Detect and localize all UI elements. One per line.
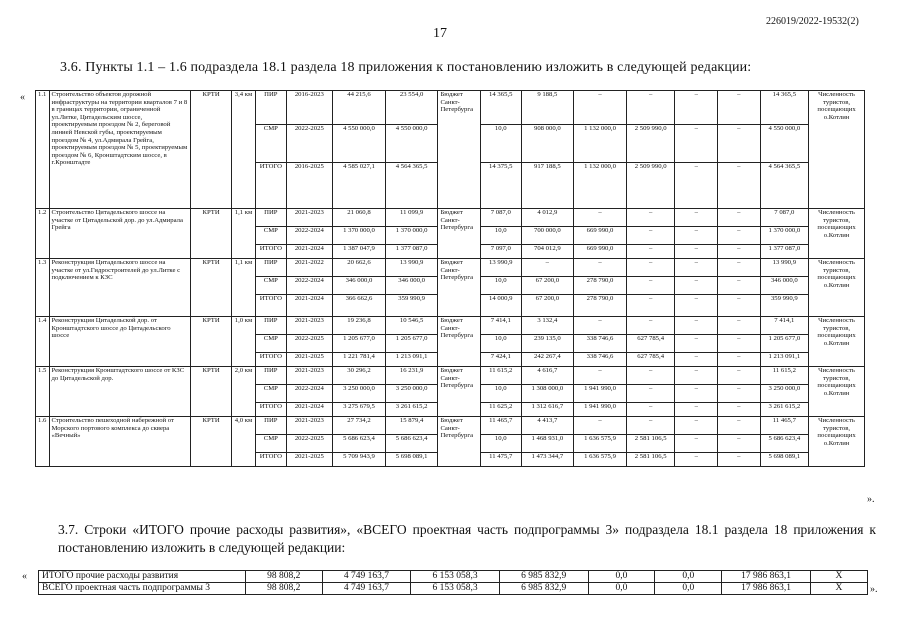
y2026-cell: – xyxy=(675,259,718,277)
finance-source: Бюджет Санкт-Петербурга xyxy=(438,367,481,417)
totals-value: 0,0 xyxy=(655,571,722,583)
remaining-cost-cell: 13 990,9 xyxy=(385,259,438,277)
remaining-cost-cell: 3 250 000,0 xyxy=(385,385,438,403)
y2023-cell: 9 188,5 xyxy=(521,91,574,125)
project-number: 1.6 xyxy=(36,417,50,467)
y2025-cell: 2 509 990,0 xyxy=(626,125,675,163)
y2023-cell: 239 135,0 xyxy=(521,335,574,353)
period-cell: 2021-2023 xyxy=(286,209,333,227)
sum-cell: 346 000,0 xyxy=(760,277,809,295)
project-length: 1,1 км xyxy=(231,259,255,317)
remaining-cost-cell: 1 377 087,0 xyxy=(385,245,438,259)
totals-value: X xyxy=(810,571,867,583)
total-cost-cell: 5 686 623,4 xyxy=(333,435,386,453)
stage-cell: ИТОГО xyxy=(256,245,286,259)
y2027-cell: – xyxy=(718,91,761,125)
finance-source: Бюджет Санкт-Петербурга xyxy=(438,259,481,317)
y2023-cell: 3 132,4 xyxy=(521,317,574,335)
sum-cell: 3 250 000,0 xyxy=(760,385,809,403)
stage-cell: СМР xyxy=(256,385,286,403)
period-cell: 2021-2025 xyxy=(286,453,333,467)
y2022-cell: 7 424,1 xyxy=(481,353,522,367)
y2022-cell: 11 465,7 xyxy=(481,417,522,435)
y2022-cell: 7 097,0 xyxy=(481,245,522,259)
result-indicator: Численность туристов, посещающих о.Котлин xyxy=(809,91,865,209)
total-cost-cell: 4 550 000,0 xyxy=(333,125,386,163)
y2025-cell: – xyxy=(626,245,675,259)
sum-cell: 13 990,9 xyxy=(760,259,809,277)
project-name: Реконструкция Цитадельского шоссе на участке от ул.Гидростроителей до ул.Литке с подключением к КЗС xyxy=(49,259,191,317)
project-row xyxy=(36,259,865,277)
y2023-cell: 67 200,0 xyxy=(521,295,574,317)
y2022-cell: 10,0 xyxy=(481,385,522,403)
project-length: 2,0 км xyxy=(231,367,255,417)
total-cost-cell: 3 250 000,0 xyxy=(333,385,386,403)
y2022-cell: 14 375,5 xyxy=(481,163,522,209)
finance-source: Бюджет Санкт-Петербурга xyxy=(438,91,481,209)
y2027-cell: – xyxy=(718,403,761,417)
finance-source: Бюджет Санкт-Петербурга xyxy=(438,417,481,467)
period-cell: 2021-2024 xyxy=(286,403,333,417)
total-cost-cell: 44 215,6 xyxy=(333,91,386,125)
responsible-org: КРТИ xyxy=(191,367,232,417)
result-indicator: Численность туристов, посещающих о.Котлин xyxy=(809,209,865,259)
totals-value: 17 986 863,1 xyxy=(722,571,811,583)
open-quote-2: « xyxy=(22,571,27,582)
period-cell: 2021-2023 xyxy=(286,417,333,435)
period-cell: 2021-2024 xyxy=(286,245,333,259)
y2022-cell: 7 087,0 xyxy=(481,209,522,227)
y2023-cell: 704 012,9 xyxy=(521,245,574,259)
responsible-org: КРТИ xyxy=(191,317,232,367)
y2027-cell: – xyxy=(718,259,761,277)
total-cost-cell: 366 662,6 xyxy=(333,295,386,317)
y2022-cell: 11 475,7 xyxy=(481,453,522,467)
remaining-cost-cell: 4 550 000,0 xyxy=(385,125,438,163)
y2027-cell: – xyxy=(718,435,761,453)
remaining-cost-cell: 1 370 000,0 xyxy=(385,227,438,245)
stage-cell: СМР xyxy=(256,277,286,295)
stage-cell: ИТОГО xyxy=(256,295,286,317)
y2024-cell: – xyxy=(574,417,627,435)
y2026-cell: – xyxy=(675,295,718,317)
total-cost-cell: 21 060,8 xyxy=(333,209,386,227)
period-cell: 2021-2023 xyxy=(286,367,333,385)
y2024-cell: 1 132 000,0 xyxy=(574,163,627,209)
stage-cell: ПИР xyxy=(256,317,286,335)
y2022-cell: 10,0 xyxy=(481,277,522,295)
period-cell: 2021-2024 xyxy=(286,295,333,317)
totals-value: 6 985 832,9 xyxy=(499,583,588,595)
remaining-cost-cell: 15 879,4 xyxy=(385,417,438,435)
y2024-cell: – xyxy=(574,209,627,227)
y2023-cell: 242 267,4 xyxy=(521,353,574,367)
y2026-cell: – xyxy=(675,335,718,353)
total-cost-cell: 1 387 047,9 xyxy=(333,245,386,259)
y2026-cell: – xyxy=(675,353,718,367)
y2025-cell: 2 581 106,5 xyxy=(626,453,675,467)
y2022-cell: 10,0 xyxy=(481,227,522,245)
total-cost-cell: 20 662,6 xyxy=(333,259,386,277)
y2026-cell: – xyxy=(675,91,718,125)
y2027-cell: – xyxy=(718,295,761,317)
total-cost-cell: 5 709 943,9 xyxy=(333,453,386,467)
y2026-cell: – xyxy=(675,227,718,245)
totals-value: 17 986 863,1 xyxy=(722,583,811,595)
open-quote: « xyxy=(20,92,25,103)
stage-cell: ИТОГО xyxy=(256,403,286,417)
y2024-cell: 669 990,0 xyxy=(574,245,627,259)
y2023-cell: 4 413,7 xyxy=(521,417,574,435)
y2022-cell: 14 365,5 xyxy=(481,91,522,125)
period-cell: 2022-2024 xyxy=(286,227,333,245)
stage-cell: СМР xyxy=(256,335,286,353)
total-cost-cell: 30 296,2 xyxy=(333,367,386,385)
remaining-cost-cell: 359 990,9 xyxy=(385,295,438,317)
y2025-cell: – xyxy=(626,403,675,417)
y2027-cell: – xyxy=(718,227,761,245)
y2024-cell: 1 941 990,0 xyxy=(574,385,627,403)
y2025-cell: – xyxy=(626,91,675,125)
result-indicator: Численность туристов, посещающих о.Котлин xyxy=(809,259,865,317)
totals-label: ВСЕГО проектная часть подпрограммы 3 xyxy=(39,583,246,595)
sum-cell: 11 615,2 xyxy=(760,367,809,385)
sum-cell: 3 261 615,2 xyxy=(760,403,809,417)
y2025-cell: – xyxy=(626,367,675,385)
y2024-cell: – xyxy=(574,259,627,277)
project-name: Строительство Цитадельского шоссе на участке от Цитадельской дор. до ул.Адмирала Грейга xyxy=(49,209,191,259)
project-name: Реконструкция Кронштадтского шоссе от КЗС до Цитадельской дор. xyxy=(49,367,191,417)
stage-cell: ИТОГО xyxy=(256,163,286,209)
project-number: 1.3 xyxy=(36,259,50,317)
totals-value: 98 808,2 xyxy=(245,571,322,583)
y2025-cell: – xyxy=(626,385,675,403)
y2026-cell: – xyxy=(675,209,718,227)
y2027-cell: – xyxy=(718,277,761,295)
y2025-cell: – xyxy=(626,259,675,277)
total-cost-cell: 1 221 781,4 xyxy=(333,353,386,367)
close-quote: ». xyxy=(867,494,875,505)
remaining-cost-cell: 16 231,9 xyxy=(385,367,438,385)
project-name: Строительство пешеходной набережной от Морского портового комплекса до сквера «Вечный» xyxy=(49,417,191,467)
y2022-cell: 14 000,9 xyxy=(481,295,522,317)
stage-cell: СМР xyxy=(256,435,286,453)
stage-cell: СМР xyxy=(256,227,286,245)
y2023-cell: 4 616,7 xyxy=(521,367,574,385)
project-row xyxy=(36,417,865,435)
y2022-cell: 11 625,2 xyxy=(481,403,522,417)
y2023-cell: 1 468 931,0 xyxy=(521,435,574,453)
sum-cell: 7 087,0 xyxy=(760,209,809,227)
y2026-cell: – xyxy=(675,453,718,467)
totals-value: 4 749 163,7 xyxy=(322,583,411,595)
totals-value: 4 749 163,7 xyxy=(322,571,411,583)
y2026-cell: – xyxy=(675,435,718,453)
project-length: 1,1 км xyxy=(231,209,255,259)
result-indicator: Численность туристов, посещающих о.Котлин xyxy=(809,317,865,367)
sum-cell: 4 550 000,0 xyxy=(760,125,809,163)
total-cost-cell: 27 734,2 xyxy=(333,417,386,435)
y2024-cell: 1 132 000,0 xyxy=(574,125,627,163)
y2025-cell: – xyxy=(626,227,675,245)
y2027-cell: – xyxy=(718,453,761,467)
totals-row xyxy=(39,583,868,595)
total-cost-cell: 19 236,8 xyxy=(333,317,386,335)
remaining-cost-cell: 4 564 365,5 xyxy=(385,163,438,209)
finance-source: Бюджет Санкт-Петербурга xyxy=(438,209,481,259)
project-name: Строительство объектов дорожной инфраструктуры на территории кварталов 7 и 8 в границах территории, ограниченной ул.Литке, Цитадельским шоссе, проектируемым проездом № 2, береговой линией Невской губы, проектируемым проездом № 4, ул.Адмирала Грейга, проектируемым проездом № 5, проектируемым проездом № 6, Кронштадтским шоссе, в г.Кронштадте xyxy=(49,91,191,209)
remaining-cost-cell: 1 213 091,1 xyxy=(385,353,438,367)
totals-value: X xyxy=(810,583,867,595)
total-cost-cell: 346 000,0 xyxy=(333,277,386,295)
responsible-org: КРТИ xyxy=(191,259,232,317)
remaining-cost-cell: 346 000,0 xyxy=(385,277,438,295)
close-quote-2: ». xyxy=(870,584,878,595)
totals-label: ИТОГО прочие расходы развития xyxy=(39,571,246,583)
period-cell: 2021-2023 xyxy=(286,317,333,335)
period-cell: 2016-2023 xyxy=(286,91,333,125)
y2027-cell: – xyxy=(718,353,761,367)
totals-value: 98 808,2 xyxy=(245,583,322,595)
period-cell: 2016-2025 xyxy=(286,163,333,209)
remaining-cost-cell: 5 686 623,4 xyxy=(385,435,438,453)
y2026-cell: – xyxy=(675,403,718,417)
stage-cell: ПИР xyxy=(256,417,286,435)
project-row xyxy=(36,367,865,385)
stage-cell: ПИР xyxy=(256,259,286,277)
sum-cell: 1 213 091,1 xyxy=(760,353,809,367)
project-length: 4,0 км xyxy=(231,417,255,467)
project-row xyxy=(36,317,865,335)
y2023-cell: 908 000,0 xyxy=(521,125,574,163)
period-cell: 2022-2024 xyxy=(286,385,333,403)
y2027-cell: – xyxy=(718,335,761,353)
y2024-cell: 278 790,0 xyxy=(574,295,627,317)
y2027-cell: – xyxy=(718,125,761,163)
sum-cell: 359 990,9 xyxy=(760,295,809,317)
y2024-cell: 338 746,6 xyxy=(574,353,627,367)
project-number: 1.5 xyxy=(36,367,50,417)
y2023-cell: 67 200,0 xyxy=(521,277,574,295)
sum-cell: 7 414,1 xyxy=(760,317,809,335)
y2024-cell: – xyxy=(574,317,627,335)
y2023-cell: 917 188,5 xyxy=(521,163,574,209)
stage-cell: ИТОГО xyxy=(256,453,286,467)
y2022-cell: 7 414,1 xyxy=(481,317,522,335)
project-name: Реконструкция Цитадельской дор. от Кронштадтского шоссе до Цитадельского шоссе xyxy=(49,317,191,367)
project-number: 1.1 xyxy=(36,91,50,209)
y2026-cell: – xyxy=(675,125,718,163)
result-indicator: Численность туристов, посещающих о.Котлин xyxy=(809,367,865,417)
y2025-cell: – xyxy=(626,417,675,435)
total-cost-cell: 1 205 677,0 xyxy=(333,335,386,353)
responsible-org: КРТИ xyxy=(191,209,232,259)
y2027-cell: – xyxy=(718,317,761,335)
y2027-cell: – xyxy=(718,209,761,227)
y2025-cell: 627 785,4 xyxy=(626,335,675,353)
y2023-cell: 1 312 616,7 xyxy=(521,403,574,417)
responsible-org: КРТИ xyxy=(191,417,232,467)
y2023-cell: 4 012,9 xyxy=(521,209,574,227)
totals-value: 6 985 832,9 xyxy=(499,571,588,583)
totals-value: 0,0 xyxy=(588,571,655,583)
totals-table xyxy=(38,570,868,595)
project-length: 1,0 км xyxy=(231,317,255,367)
project-number: 1.2 xyxy=(36,209,50,259)
stage-cell: ПИР xyxy=(256,209,286,227)
y2024-cell: – xyxy=(574,91,627,125)
document-number: 226019/2022-19532(2) xyxy=(766,16,859,27)
y2026-cell: – xyxy=(675,417,718,435)
project-length: 3,4 км xyxy=(231,91,255,209)
remaining-cost-cell: 23 554,0 xyxy=(385,91,438,125)
totals-row xyxy=(39,571,868,583)
totals-value: 6 153 058,3 xyxy=(411,583,500,595)
sum-cell: 1 205 677,0 xyxy=(760,335,809,353)
remaining-cost-cell: 5 698 089,1 xyxy=(385,453,438,467)
y2024-cell: – xyxy=(574,367,627,385)
remaining-cost-cell: 10 546,5 xyxy=(385,317,438,335)
sum-cell: 14 365,5 xyxy=(760,91,809,125)
total-cost-cell: 3 275 679,5 xyxy=(333,403,386,417)
page-number: 17 xyxy=(433,26,447,41)
section-3-6-heading: 3.6. Пункты 1.1 – 1.6 подраздела 18.1 раздела 18 приложения к постановлению изложить в следующей редакции: xyxy=(60,60,752,75)
totals-value: 0,0 xyxy=(588,583,655,595)
totals-value: 6 153 058,3 xyxy=(411,571,500,583)
stage-cell: ИТОГО xyxy=(256,353,286,367)
y2026-cell: – xyxy=(675,385,718,403)
y2027-cell: – xyxy=(718,385,761,403)
period-cell: 2022-2024 xyxy=(286,277,333,295)
sum-cell: 1 370 000,0 xyxy=(760,227,809,245)
totals-value: 0,0 xyxy=(655,583,722,595)
y2023-cell: 1 308 000,0 xyxy=(521,385,574,403)
y2026-cell: – xyxy=(675,163,718,209)
responsible-org: КРТИ xyxy=(191,91,232,209)
project-number: 1.4 xyxy=(36,317,50,367)
remaining-cost-cell: 3 261 615,2 xyxy=(385,403,438,417)
y2027-cell: – xyxy=(718,163,761,209)
y2026-cell: – xyxy=(675,277,718,295)
period-cell: 2022-2025 xyxy=(286,335,333,353)
y2024-cell: 669 990,0 xyxy=(574,227,627,245)
y2027-cell: – xyxy=(718,245,761,259)
y2026-cell: – xyxy=(675,317,718,335)
y2024-cell: 1 636 575,9 xyxy=(574,453,627,467)
remaining-cost-cell: 11 099,9 xyxy=(385,209,438,227)
y2022-cell: 10,0 xyxy=(481,335,522,353)
section-3-7-paragraph: 3.7. Строки «ИТОГО прочие расходы развития», «ВСЕГО проектная часть подпрограммы 3» подраздела 18.1 раздела 18 приложения к постановлению изложить в следующей редакции: xyxy=(58,522,876,555)
projects-table xyxy=(35,90,865,467)
y2024-cell: 1 941 990,0 xyxy=(574,403,627,417)
y2027-cell: – xyxy=(718,417,761,435)
y2023-cell: 1 473 344,7 xyxy=(521,453,574,467)
y2024-cell: 1 636 575,9 xyxy=(574,435,627,453)
finance-source: Бюджет Санкт-Петербурга xyxy=(438,317,481,367)
y2025-cell: 2 581 106,5 xyxy=(626,435,675,453)
y2025-cell: – xyxy=(626,209,675,227)
y2026-cell: – xyxy=(675,245,718,259)
y2025-cell: – xyxy=(626,277,675,295)
y2025-cell: – xyxy=(626,317,675,335)
y2025-cell: 2 509 990,0 xyxy=(626,163,675,209)
period-cell: 2021-2025 xyxy=(286,353,333,367)
period-cell: 2022-2025 xyxy=(286,435,333,453)
y2026-cell: – xyxy=(675,367,718,385)
y2022-cell: 13 990,9 xyxy=(481,259,522,277)
stage-cell: СМР xyxy=(256,125,286,163)
result-indicator: Численность туристов, посещающих о.Котлин xyxy=(809,417,865,467)
y2022-cell: 11 615,2 xyxy=(481,367,522,385)
y2024-cell: 278 790,0 xyxy=(574,277,627,295)
sum-cell: 5 698 089,1 xyxy=(760,453,809,467)
period-cell: 2022-2025 xyxy=(286,125,333,163)
total-cost-cell: 1 370 000,0 xyxy=(333,227,386,245)
y2023-cell: – xyxy=(521,259,574,277)
y2022-cell: 10,0 xyxy=(481,435,522,453)
y2027-cell: – xyxy=(718,367,761,385)
sum-cell: 11 465,7 xyxy=(760,417,809,435)
sum-cell: 1 377 087,0 xyxy=(760,245,809,259)
total-cost-cell: 4 585 027,1 xyxy=(333,163,386,209)
period-cell: 2021-2022 xyxy=(286,259,333,277)
project-row xyxy=(36,91,865,125)
sum-cell: 4 564 365,5 xyxy=(760,163,809,209)
remaining-cost-cell: 1 205 677,0 xyxy=(385,335,438,353)
y2024-cell: 338 746,6 xyxy=(574,335,627,353)
stage-cell: ПИР xyxy=(256,91,286,125)
y2023-cell: 700 000,0 xyxy=(521,227,574,245)
project-row xyxy=(36,209,865,227)
sum-cell: 5 686 623,4 xyxy=(760,435,809,453)
y2022-cell: 10,0 xyxy=(481,125,522,163)
stage-cell: ПИР xyxy=(256,367,286,385)
y2025-cell: – xyxy=(626,295,675,317)
y2025-cell: 627 785,4 xyxy=(626,353,675,367)
